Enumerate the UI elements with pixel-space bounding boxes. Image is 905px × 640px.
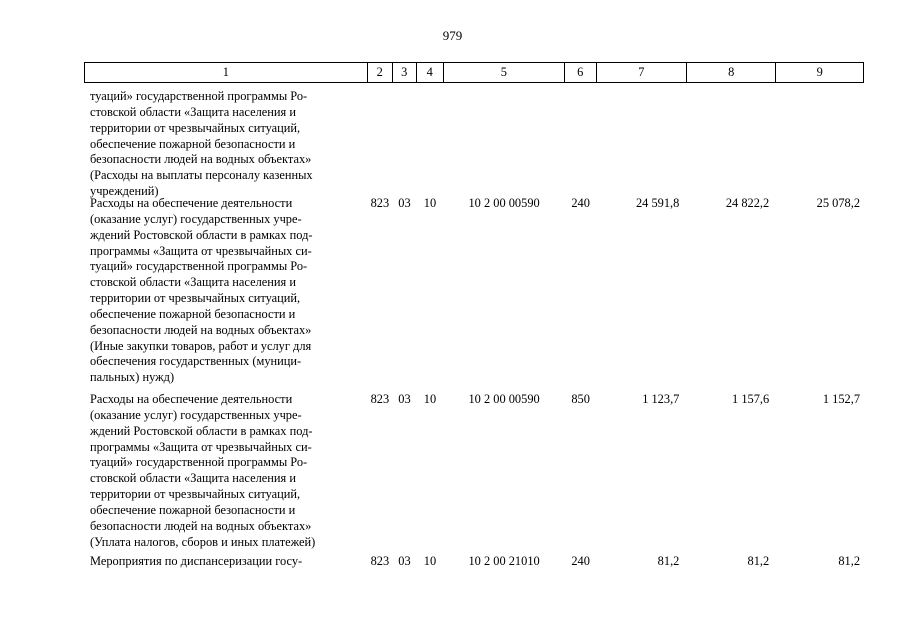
description-line: Расходы на обеспечение деятельности <box>90 196 293 210</box>
cell-amount-col7: 1 123,7 <box>642 392 680 406</box>
header-col-1: 1 <box>85 63 368 82</box>
row-description <box>84 392 367 550</box>
cell-amount-col9: 81,2 <box>838 554 861 568</box>
description-line: туаций» государственной программы Ро- <box>90 455 308 470</box>
cell-ministry-code: 823 <box>370 554 390 568</box>
description-line: стовской области «Защита населения и <box>90 275 296 290</box>
cell-subsection: 10 <box>423 392 437 406</box>
description-line: (Расходы на выплаты персоналу казенных <box>90 168 313 183</box>
row-description <box>84 554 367 570</box>
description-line: стовской области «Защита населения и <box>90 471 296 486</box>
cell-subsection: 10 <box>423 196 437 210</box>
cell-ministry-code: 823 <box>370 392 390 406</box>
table-body <box>84 89 864 570</box>
description-line: безопасности людей на водных объектах» <box>90 518 312 533</box>
description-line: территории от чрезвычайных ситуаций, <box>90 487 301 502</box>
header-col-5: 5 <box>444 63 565 82</box>
header-col-8: 8 <box>687 63 776 82</box>
table-header <box>84 62 864 83</box>
table-row <box>84 89 864 199</box>
cell-expense-type: 240 <box>571 554 590 568</box>
header-col-9: 9 <box>816 65 823 79</box>
description-line: Расходы на обеспечение деятельности <box>90 392 293 406</box>
description-line: безопасности людей на водных объектах» <box>90 322 312 337</box>
cell-target-article: 10 2 00 00590 <box>468 392 540 406</box>
description-line: пальных) нужд) <box>90 370 175 385</box>
cell-amount-col8: 81,2 <box>747 554 770 568</box>
cell-expense-type: 240 <box>571 196 590 210</box>
description-line: туаций» государственной программы Ро- <box>90 259 308 274</box>
description-line: (оказание услуг) государственных учре- <box>90 211 302 226</box>
table-row <box>84 554 864 570</box>
header-col-6: 6 <box>565 63 597 82</box>
description-line: туаций» государственной программы Ро- <box>90 89 308 103</box>
description-line: Мероприятия по диспансеризации госу- <box>90 554 303 568</box>
description-line: безопасности людей на водных объектах» <box>90 152 312 167</box>
description-line: (Уплата налогов, сборов и иных платежей) <box>90 534 316 549</box>
description-line: обеспечение пожарной безопасности и <box>90 136 296 151</box>
description-line: стовской области «Защита населения и <box>90 104 296 119</box>
header-col-7: 7 <box>597 63 687 82</box>
description-line: (Иные закупки товаров, работ и услуг для <box>90 338 312 353</box>
header-col-4: 4 <box>417 63 444 82</box>
cell-amount-col7: 24 591,8 <box>635 196 680 210</box>
cell-expense-type: 850 <box>571 392 590 406</box>
cell-target-article: 10 2 00 21010 <box>468 554 540 568</box>
cell-amount-col7: 81,2 <box>657 554 680 568</box>
cell-ministry-code: 823 <box>370 196 390 210</box>
description-line: ждений Ростовской области в рамках под- <box>90 227 313 242</box>
row-description <box>84 196 367 386</box>
header-col-3: 3 <box>393 63 417 82</box>
cell-amount-col9: 25 078,2 <box>816 196 861 210</box>
header-col-2: 2 <box>368 63 393 82</box>
table-row <box>84 392 864 554</box>
cell-section: 03 <box>398 554 411 568</box>
cell-amount-col9: 1 152,7 <box>822 392 861 406</box>
cell-subsection: 10 <box>423 554 437 568</box>
page-number: 979 <box>442 28 463 43</box>
cell-section: 03 <box>398 392 411 406</box>
description-line: программы «Защита от чрезвычайных си- <box>90 243 312 258</box>
cell-target-article: 10 2 00 00590 <box>468 196 540 210</box>
description-line: территории от чрезвычайных ситуаций, <box>90 120 301 135</box>
description-line: обеспечение пожарной безопасности и <box>90 502 296 517</box>
description-line: обеспечение пожарной безопасности и <box>90 306 296 321</box>
cell-section: 03 <box>398 196 411 210</box>
cell-amount-col8: 24 822,2 <box>725 196 770 210</box>
description-line: обеспечения государственных (муници- <box>90 354 302 369</box>
description-line: программы «Защита от чрезвычайных си- <box>90 439 312 454</box>
description-line: учреждений) <box>90 184 159 199</box>
table-row <box>84 196 864 392</box>
row-description <box>84 89 378 200</box>
cell-amount-col8: 1 157,6 <box>732 392 770 406</box>
description-line: территории от чрезвычайных ситуаций, <box>90 291 301 306</box>
description-line: (оказание услуг) государственных учре- <box>90 407 302 422</box>
description-line: ждений Ростовской области в рамках под- <box>90 423 313 438</box>
